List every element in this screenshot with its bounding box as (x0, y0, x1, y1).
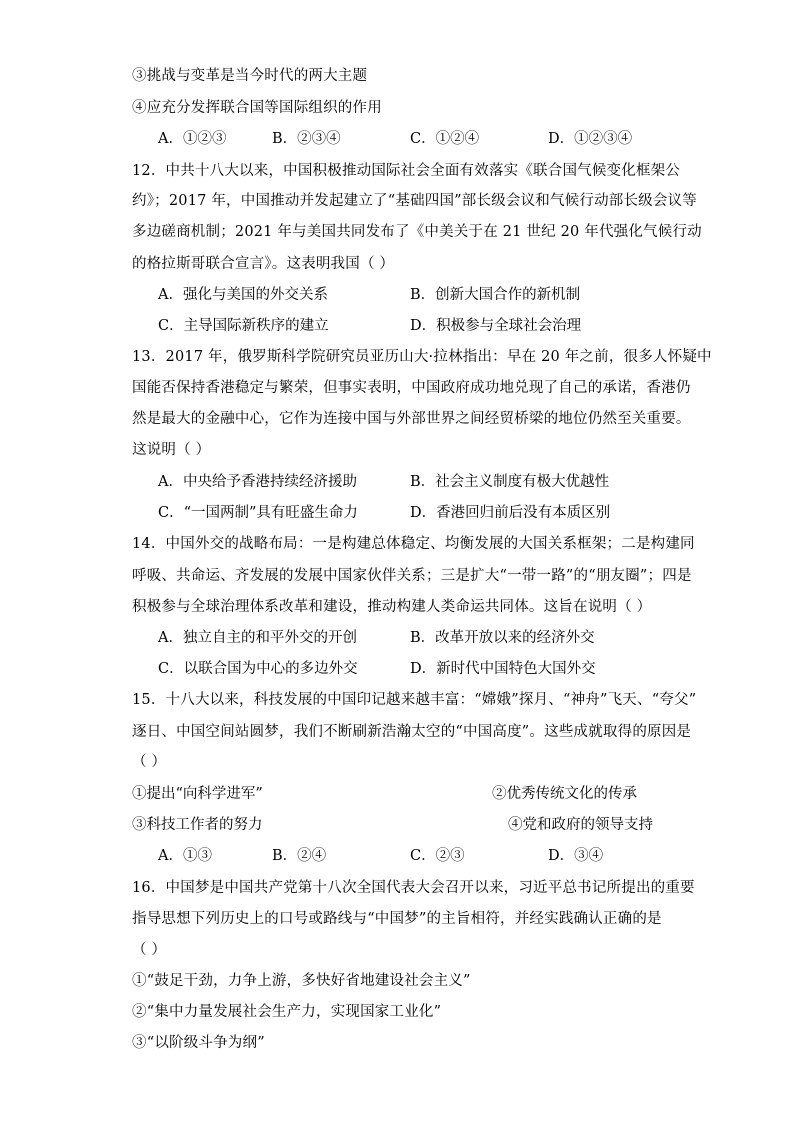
q13-option-c[interactable]: C．“一国两制”具有旺盛生命力 (158, 505, 358, 521)
option-d[interactable]: D．①②③④ (548, 131, 633, 147)
q15-statement-4: ④党和政府的领导支持 (508, 817, 653, 833)
q13-stem-line: 这说明（ ） (132, 442, 211, 458)
q16-stem-line: 指导思想下列历史上的口号或路线与“中国梦”的主旨相符，并经实践确认正确的是 (132, 911, 662, 927)
q12-option-a[interactable]: A．强化与美国的外交关系 (158, 287, 328, 303)
q15-statement-2: ②优秀传统文化的传承 (492, 786, 637, 802)
q16-statement-2: ②“集中力量发展社会生产力，实现国家工业化” (132, 1004, 442, 1020)
option-b[interactable]: B．②③④ (272, 131, 341, 147)
q16-statement-1: ①“鼓足干劲，力争上游，多快好省地建设社会主义” (132, 973, 471, 989)
q14-option-b[interactable]: B．改革开放以来的经济外交 (410, 630, 595, 646)
q16-statement-3: ③“以阶级斗争为纲” (132, 1035, 265, 1051)
q12-stem-line: 多边磋商机制；2021 年与美国共同发布了《中美关于在 21 世纪 20 年代强化气候行动 (132, 224, 702, 240)
q16-stem-line: （ ） (132, 942, 167, 958)
q12-stem-line: 约》；2017 年，中国推动并发起建立了“基础四国”部长级会议和气候行动部长级会议等 (132, 193, 697, 209)
q14-stem-line: 14．中国外交的战略布局：一是构建总体稳定、均衡发展的大国关系框架；二是构建同 (132, 536, 695, 552)
q15-option-a[interactable]: A．①③ (158, 848, 212, 864)
option-a[interactable]: A．①②③ (158, 131, 227, 147)
q15-statement-1: ①提出“向科学进军” (132, 786, 263, 802)
q15-statement-3: ③科技工作者的努力 (132, 817, 263, 833)
q13-stem-line: 13．2017 年，俄罗斯科学院研究员亚历山大·拉林指出：早在 20 年之前，很多人怀疑中 (132, 349, 712, 365)
q12-option-c[interactable]: C．主导国际新秩序的建立 (158, 318, 329, 334)
option-c[interactable]: C．①②④ (410, 131, 480, 147)
q14-option-c[interactable]: C．以联合国为中心的多边外交 (158, 661, 358, 677)
q13-stem-line: 然是最大的金融中心，它作为连接中国与外部世界之间经贸桥梁的地位仍然至关重要。 (132, 411, 691, 427)
q12-stem-line: 12．中共十八大以来，中国积极推动国际社会全面有效落实《联合国气候变化框架公 (132, 163, 681, 179)
q14-stem-line: 积极参与全球治理体系改革和建设，推动构建人类命运共同体。这旨在说明（ ） (132, 599, 652, 615)
q16-stem-line: 16．中国梦是中国共产党第十八次全国代表大会召开以来，习近平总书记所提出的重要 (132, 880, 695, 896)
q13-option-b[interactable]: B．社会主义制度有极大优越性 (410, 474, 610, 490)
statement-3: ③挑战与变革是当今时代的两大主题 (132, 68, 368, 84)
q12-stem-line: 的格拉斯哥联合宣言》。这表明我国（ ） (132, 256, 395, 272)
q14-stem-line: 呼吸、共命运、齐发展的发展中国家伙伴关系；三是扩大“一带一路”的“朋友圈”；四是 (132, 568, 692, 584)
q15-option-c[interactable]: C．②③ (410, 848, 465, 864)
q15-option-d[interactable]: D．③④ (548, 848, 604, 864)
q15-stem-line: 15．十八大以来，科技发展的中国印记越来越丰富：“嫦娥”探月、“神舟”飞天、“夸父” (132, 692, 697, 708)
q13-option-d[interactable]: D．香港回归前后没有本质区别 (410, 505, 611, 521)
q15-stem-line: 逐日、中国空间站圆梦，我们不断刷新浩瀚太空的“中国高度”。这些成就取得的原因是 (132, 724, 692, 740)
q15-stem-line: （ ） (132, 754, 167, 770)
q14-option-a[interactable]: A．独立自主的和平外交的开创 (158, 630, 357, 646)
q14-option-d[interactable]: D．新时代中国特色大国外交 (410, 661, 596, 677)
q13-stem-line: 国能否保持香港稳定与繁荣，但事实表明，中国政府成功地兑现了自己的承诺，香港仍 (132, 380, 691, 396)
statement-4: ④应充分发挥联合国等国际组织的作用 (132, 100, 382, 116)
q12-option-b[interactable]: B．创新大国合作的新机制 (410, 287, 581, 303)
q13-option-a[interactable]: A．中央给予香港持续经济援助 (158, 474, 357, 490)
q12-option-d[interactable]: D．积极参与全球社会治理 (410, 318, 582, 334)
q15-option-b[interactable]: B．②④ (272, 848, 327, 864)
